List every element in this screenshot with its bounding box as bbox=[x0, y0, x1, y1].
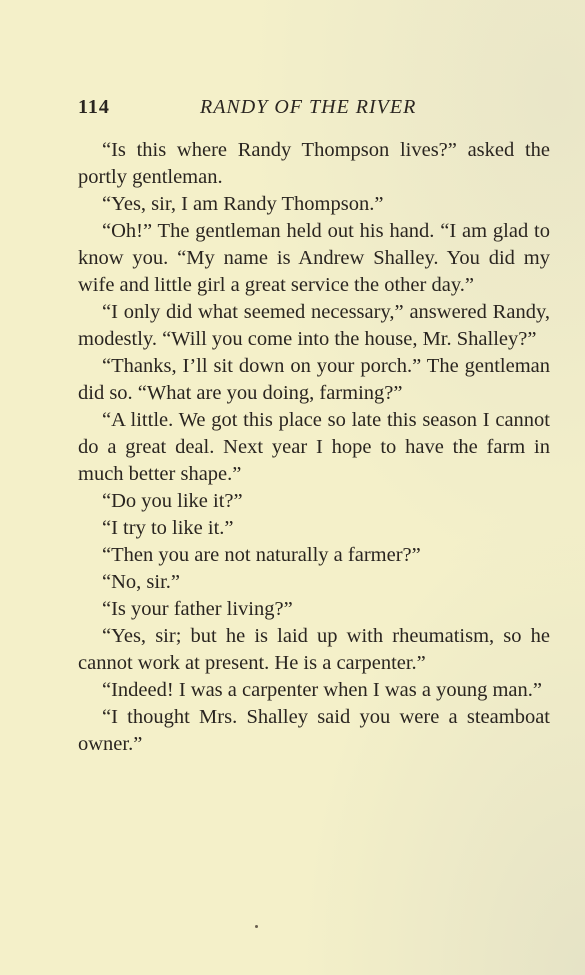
page-number: 114 bbox=[78, 96, 110, 118]
paragraph: “Is your father living?” bbox=[102, 598, 293, 620]
paragraph: “Yes, sir; but he is laid up with rheumatism, so he cannot work at present. He is a carpenter.” bbox=[78, 625, 550, 674]
paragraph: “I thought Mrs. Shalley said you were a steamboat owner.” bbox=[78, 706, 550, 755]
paragraph: “Thanks, I’ll sit down on your porch.” The gentleman did so. “What are you doing, farming?” bbox=[78, 355, 550, 404]
book-title: RANDY OF THE RIVER bbox=[200, 96, 417, 118]
body-text bbox=[78, 137, 550, 758]
paragraph: “A little. We got this place so late this season I cannot do a great deal. Next year I hope to have the farm in much better shape.” bbox=[78, 409, 550, 485]
paragraph: “Then you are not naturally a farmer?” bbox=[102, 544, 421, 566]
paragraph: “I only did what seemed necessary,” answered Randy, modestly. “Will you come into the house, Mr. Shalley?” bbox=[78, 301, 550, 350]
paragraph: “Oh!” The gentleman held out his hand. “I am glad to know you. “My name is Andrew Shalley. You did my wife and little girl a great service the other day.” bbox=[78, 220, 550, 296]
paragraph: “Yes, sir, I am Randy Thompson.” bbox=[102, 193, 384, 215]
paragraph: “Indeed! I was a carpenter when I was a young man.” bbox=[102, 679, 542, 701]
ink-speck bbox=[255, 925, 258, 928]
running-head bbox=[78, 96, 548, 126]
paragraph: “No, sir.” bbox=[102, 571, 180, 593]
paragraph: “Is this where Randy Thompson lives?” asked the portly gentleman. bbox=[78, 139, 550, 188]
paragraph: “Do you like it?” bbox=[102, 490, 243, 512]
paragraph: “I try to like it.” bbox=[102, 517, 234, 539]
